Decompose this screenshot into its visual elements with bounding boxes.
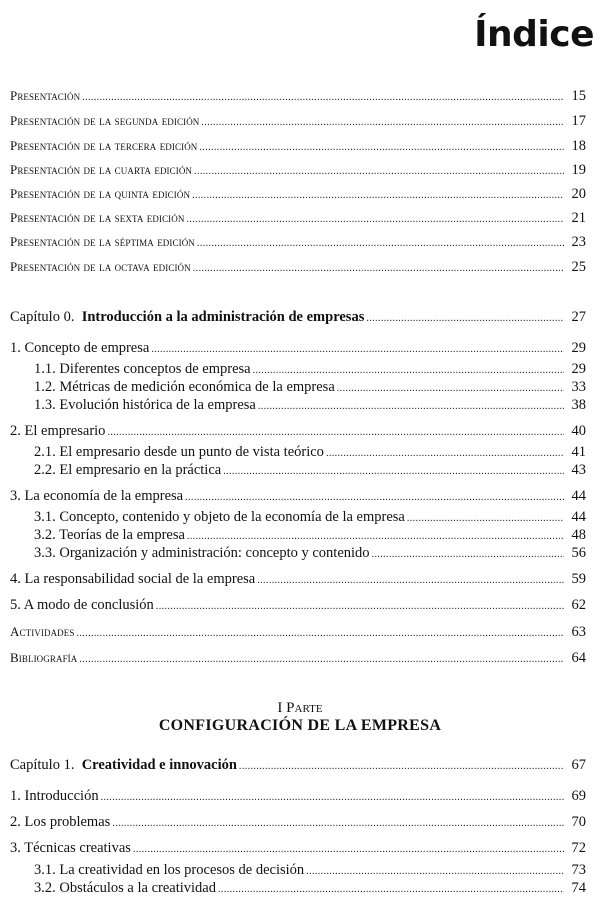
toc-entry-page: 63 [571, 624, 586, 640]
toc-entry-label: 1.2. Métricas de medición económica de la empresa [34, 379, 335, 395]
dot-leader [112, 815, 564, 833]
toc-subentry[interactable] [34, 443, 586, 461]
dot-leader [107, 424, 564, 442]
toc-entry-page: 70 [571, 814, 586, 830]
toc-entry-label: 3.3. Organización y administración: concepto y contenido [34, 545, 370, 561]
dot-leader [193, 260, 564, 278]
toc-entry-page: 43 [571, 462, 586, 478]
toc-subentry[interactable] [34, 360, 586, 378]
toc-entry-page: 19 [571, 162, 586, 178]
toc-entry-label: 1. Introducción [10, 788, 99, 804]
toc-entry-page: 74 [571, 880, 586, 896]
toc-entry-label: 3.2. Teorías de la empresa [34, 527, 185, 543]
toc-entry-label: Presentación de la cuarta edición [10, 162, 193, 177]
toc-entry-label: Presentación de la séptima edición [10, 234, 195, 249]
toc-entry-label: 3.1. Concepto, contenido y objeto de la economía de la empresa [34, 509, 405, 525]
toc-entry[interactable] [10, 339, 586, 357]
toc-entry-page: 33 [571, 379, 586, 395]
toc-entry[interactable] [10, 161, 586, 179]
toc-subentry[interactable] [34, 879, 586, 897]
part-title: CONFIGURACIÓN DE LA EMPRESA [158, 717, 442, 734]
toc-entry-label: 3. La economía de la empresa [10, 488, 184, 504]
toc-entry[interactable] [10, 839, 586, 857]
toc-entry-page: 40 [571, 423, 586, 439]
toc-entry-page: 18 [571, 138, 586, 154]
dot-leader [185, 489, 564, 507]
toc-entry[interactable] [10, 185, 586, 203]
toc-entry-label: Actividades [10, 624, 75, 639]
toc-entry-label: 1. Concepto de empresa [10, 340, 150, 356]
dot-leader [76, 625, 564, 643]
toc-entry-page: 72 [571, 840, 586, 856]
toc-entry-page: 27 [571, 309, 586, 325]
toc-entry-page: 73 [571, 862, 586, 878]
toc-entry-label: 1.1. Diferentes conceptos de empresa [34, 361, 251, 377]
toc-entry[interactable] [10, 422, 586, 440]
toc-entry-label: Presentación de la quinta edición [10, 186, 191, 201]
dot-leader [218, 881, 564, 899]
dot-leader [257, 572, 564, 590]
toc-entry-label: Presentación de la tercera edición [10, 138, 198, 153]
toc-entry-page: 69 [571, 788, 586, 804]
toc-entry[interactable] [10, 649, 586, 667]
toc-subentry[interactable] [34, 861, 586, 879]
toc-entry-label: 3.1. La creatividad en los procesos de decisión [34, 862, 305, 878]
toc-subentry[interactable] [34, 396, 586, 414]
dot-leader [133, 841, 564, 859]
toc-entry-page: 64 [571, 650, 586, 666]
chapter-1-heading[interactable] [10, 756, 586, 774]
index-title: Índice [474, 14, 594, 55]
toc-entry-label: 1.3. Evolución histórica de la empresa [34, 397, 256, 413]
toc-entry-page: 20 [571, 186, 586, 202]
dot-leader [192, 187, 564, 205]
toc-subentry[interactable] [34, 544, 586, 562]
toc-entry-label: Presentación [10, 88, 81, 103]
toc-entry-page: 44 [571, 488, 586, 504]
chapter-label [10, 756, 237, 774]
toc-entry-page: 56 [571, 545, 586, 561]
toc-entry[interactable] [10, 87, 586, 105]
toc-entry-page: 38 [571, 397, 586, 413]
dot-leader [186, 211, 564, 229]
dot-leader [258, 398, 564, 416]
toc-entry[interactable] [10, 258, 586, 276]
toc-entry[interactable] [10, 487, 586, 505]
toc-entry-label: 3. Técnicas creativas [10, 840, 131, 856]
toc-entry-page: 62 [571, 597, 586, 613]
dot-leader [82, 89, 564, 107]
toc-entry-page: 48 [571, 527, 586, 543]
toc-entry-label: Presentación de la sexta edición [10, 210, 185, 225]
toc-entry-page: 67 [571, 757, 586, 773]
toc-entry-page: 15 [571, 88, 586, 104]
toc-entry-page: 25 [571, 259, 586, 275]
toc-entry-label: Presentación de la segunda edición [10, 113, 200, 128]
dot-leader [366, 310, 564, 328]
toc-subentry[interactable] [34, 461, 586, 479]
dot-leader [372, 546, 564, 564]
toc-subentry[interactable] [34, 526, 586, 544]
toc-subentry[interactable] [34, 508, 586, 526]
dot-leader [223, 463, 564, 481]
chapter-title: Introducción a la administración de empresas [81, 309, 365, 325]
toc-entry-label: 2. El empresario [10, 423, 106, 439]
dot-leader [197, 235, 564, 253]
toc-entry[interactable] [10, 112, 586, 130]
toc-entry-label: 4. La responsabilidad social de la empresa [10, 571, 256, 587]
toc-entry[interactable] [10, 137, 586, 155]
toc-subentry[interactable] [34, 378, 586, 396]
part-label: I Parte [277, 700, 323, 716]
toc-entry-page: 29 [571, 361, 586, 377]
chapter-0-heading[interactable] [10, 308, 586, 326]
toc-entry[interactable] [10, 209, 586, 227]
dot-leader [194, 163, 564, 181]
toc-entry-page: 17 [571, 113, 586, 129]
toc-entry-label: 2.2. El empresario en la práctica [34, 462, 222, 478]
dot-leader [199, 139, 564, 157]
toc-entry[interactable] [10, 596, 586, 614]
toc-entry-label: 5. A modo de conclusión [10, 597, 154, 613]
toc-entry-page: 29 [571, 340, 586, 356]
toc-entry-label: 2.1. El empresario desde un punto de vista teórico [34, 444, 324, 460]
dot-leader [101, 789, 564, 807]
toc-entry-label: Bibliografía [10, 650, 78, 665]
toc-entry-label: 3.2. Obstáculos a la creatividad [34, 880, 216, 896]
chapter-prefix: Capítulo 1. [10, 757, 75, 773]
toc-entry[interactable] [10, 233, 586, 251]
toc-entry[interactable] [10, 787, 586, 805]
toc-entry-page: 44 [571, 509, 586, 525]
chapter-title: Creatividad e innovación [81, 757, 237, 773]
toc-entry-page: 59 [571, 571, 586, 587]
toc-entry[interactable] [10, 570, 586, 588]
dot-leader [79, 651, 564, 669]
dot-leader [156, 598, 564, 616]
toc-entry-page: 41 [571, 444, 586, 460]
toc-entry[interactable] [10, 623, 586, 641]
dot-leader [151, 341, 564, 359]
dot-leader [239, 758, 564, 776]
toc-entry-label: Presentación de la octava edición [10, 259, 191, 274]
toc-entry-page: 21 [571, 210, 586, 226]
toc-entry-label: 2. Los problemas [10, 814, 111, 830]
toc-entry[interactable] [10, 813, 586, 831]
dot-leader [201, 114, 564, 132]
toc-entry-page: 23 [571, 234, 586, 250]
chapter-label [10, 308, 364, 326]
chapter-prefix: Capítulo 0. [10, 309, 75, 325]
